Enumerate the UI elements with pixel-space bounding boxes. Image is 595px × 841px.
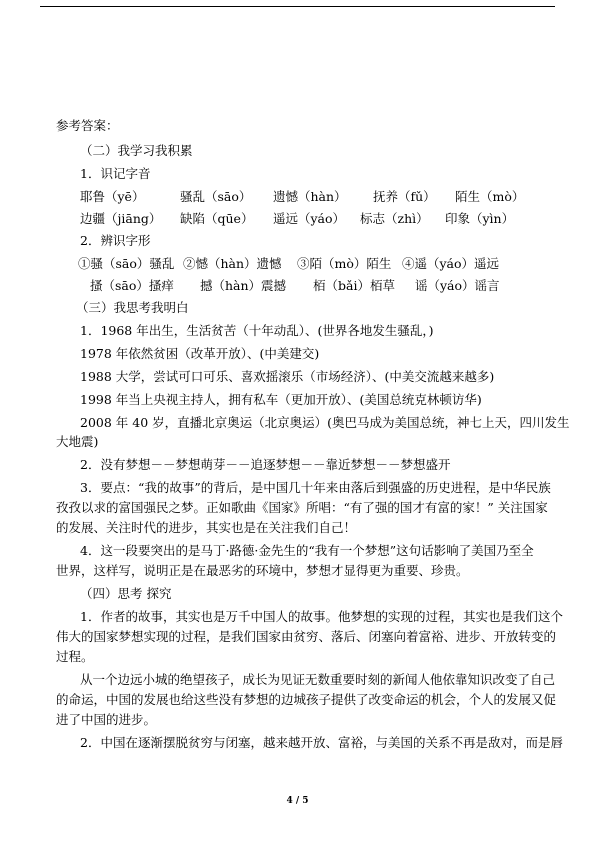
char-form-entry: 搔（sāo）搔痒	[90, 278, 174, 293]
q1-line: 1998 年当上央视主持人，拥有私车（更加开放）、(美国总统克林顿访华)	[80, 392, 482, 407]
char-form-row-1	[80, 256, 520, 272]
char-form-entry: ③陌（mò）陌生	[297, 256, 392, 271]
q1-line: 1．1968 年出生，生活贫苦（十年动乱）、(世界各地发生骚乱，)	[80, 323, 434, 338]
pinyin-entry: 遥远（yáo）	[273, 211, 346, 226]
pinyin-entry: 陌生（mò）	[455, 189, 525, 204]
pinyin-entry: 遗憾（hàn）	[273, 189, 347, 204]
paragraph-line: 进了中国的进步。	[56, 712, 157, 727]
paragraph-line: 2．中国在逐渐摆脱贫穷与闭塞，越来越开放、富裕，与美国的关系不再是敌对，而是唇	[80, 735, 563, 750]
paragraph-line: 过程。	[56, 649, 94, 664]
pinyin-row-1	[80, 189, 525, 205]
paragraph-line: 的命运，中国的发展也给这些没有梦想的边城孩子提供了改变命运的机会，个人的发展又促	[56, 692, 557, 707]
char-form-entry: ④遥（yáo）遥远	[402, 256, 500, 271]
char-form-entry: ①骚（sāo）骚乱	[78, 256, 175, 271]
pinyin-entry: 边疆（jiāng）	[80, 211, 162, 226]
pinyin-entry: 缺陷（qūe）	[180, 211, 254, 226]
header-rule	[40, 6, 555, 7]
char-form-entry: ②憾（hàn）遗憾	[183, 256, 282, 271]
q4-line: 世界，这样写，说明正是在最恶劣的环境中，梦想才显得更为重要、珍贵。	[56, 563, 469, 578]
paragraph-line: 1．作者的故事，其实也是万千中国人的故事。他梦想的实现的过程，其实也是我们这个	[80, 609, 563, 624]
section-2-title: （二）我学习我积累	[80, 143, 193, 158]
pinyin-entry: 印象（yìn）	[445, 211, 515, 226]
paragraph-line: 伟大的国家梦想实现的过程，是我们国家由贫穷、落后、闭塞向着富裕、进步、开放转变的	[56, 629, 557, 644]
pinyin-entry: 抚养（fǔ）	[373, 189, 436, 204]
char-form-entry: 谣（yáo）谣言	[415, 278, 500, 293]
q4-line: 4．这一段要突出的是马丁·路德·金先生的“我有一个梦想”这句话影响了美国乃至全	[80, 543, 534, 558]
paragraph-line: 从一个边远小城的绝望孩子，成长为见证无数重要时刻的新闻人他依靠知识改变了自己	[80, 672, 556, 687]
item-1-title: 1．识记字音	[80, 166, 151, 181]
pinyin-row-2	[80, 211, 520, 227]
q2-line: 2．没有梦想－－梦想萌芽－－追逐梦想－－靠近梦想－－梦想盛开	[80, 457, 451, 472]
pinyin-entry: 标志（zhì）	[360, 211, 429, 226]
pinyin-entry: 骚乱（sāo）	[180, 189, 252, 204]
pinyin-entry: 耶鲁（yē）	[80, 189, 145, 204]
item-2-title: 2．辨识字形	[80, 233, 151, 248]
answers-heading: 参考答案：	[56, 118, 119, 133]
char-form-row-2	[80, 278, 520, 294]
q3-line: 3．要点：“我的故事”的背后，是中国几十年来由落后到强盛的历史进程，是中华民族	[80, 480, 551, 495]
q3-line: 的发展、关注时代的进步，其实也是在关注我们自己！	[56, 520, 357, 535]
char-form-entry: 撼（hàn）震撼	[200, 278, 287, 293]
section-3-title: （三）我思考我明白	[76, 300, 189, 315]
page-number: 4 / 5	[286, 796, 309, 806]
q1-line: 大地震)	[56, 434, 99, 449]
q1-line: 1978 年依然贫困（改革开放）、(中美建交)	[80, 346, 320, 361]
q3-line: 孜孜以求的富国强民之梦。正如歌曲《国家》所唱：“有了强的国才有富的家！” 关注国家	[56, 500, 548, 515]
char-form-entry: 栢（bǎi）栢草	[313, 278, 395, 293]
q1-line: 1988 大学，尝试可口可乐、喜欢摇滚乐（市场经济）、(中美交流越来越多)	[80, 369, 495, 384]
q1-line: 2008 年 40 岁，直播北京奥运（北京奥运）(奥巴马成为美国总统，神七上天，四川发生	[80, 415, 570, 430]
section-4-title: （四）思考 探究	[80, 586, 172, 601]
